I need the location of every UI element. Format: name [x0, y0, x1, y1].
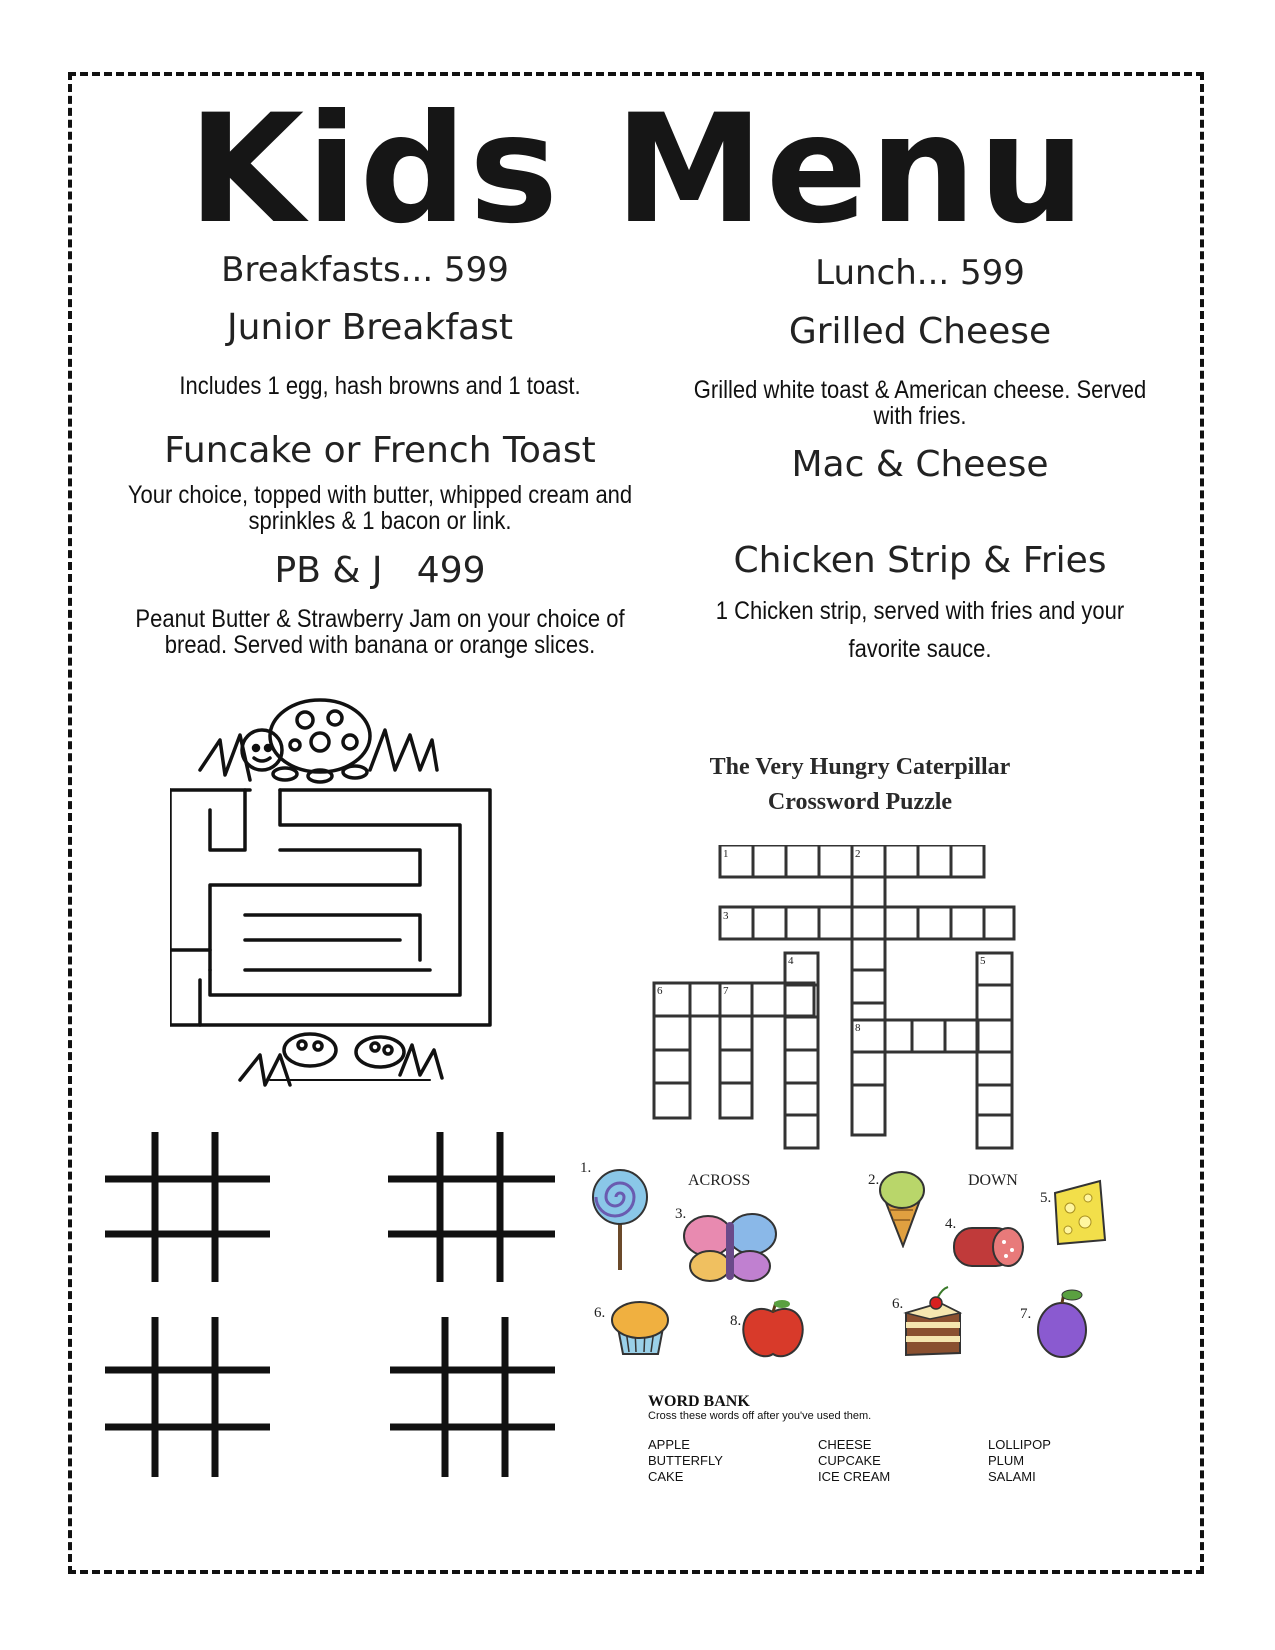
clue-number: 2. [868, 1172, 880, 1188]
word-bank-title: WORD BANK [648, 1393, 750, 1410]
menu-item-desc: Grilled white toast & American cheese. Served with fries. [693, 376, 1147, 430]
page-title: Kids Menu [187, 83, 1088, 257]
crossword-title [620, 750, 1100, 820]
word-bank-word: APPLE [648, 1437, 690, 1452]
grid-number: 4 [788, 955, 794, 967]
menu-item-name: Funcake or French Toast [164, 430, 596, 471]
clue-number: 8. [730, 1313, 742, 1329]
clue-number: 7. [1020, 1306, 1032, 1322]
menu-item-desc: Includes 1 egg, hash browns and 1 toast. [179, 372, 581, 400]
clue-number: 6. [594, 1305, 606, 1321]
word-bank-word: LOLLIPOP [988, 1437, 1051, 1452]
plum-icon [1032, 1285, 1092, 1360]
cheese-icon [1050, 1178, 1110, 1248]
grid-number: 8 [855, 1022, 861, 1034]
grid-number: 3 [723, 910, 729, 922]
grid-number: 7 [723, 985, 729, 997]
lollipop-icon [590, 1165, 650, 1275]
menu-item-name: Grilled Cheese [788, 311, 1052, 352]
menu-item-name: Junior Breakfast [227, 307, 513, 348]
word-bank-word: CHEESE [818, 1437, 872, 1452]
clue-number: 3. [675, 1206, 687, 1222]
word-bank-word: PLUM [988, 1453, 1025, 1468]
word-bank-word: CUPCAKE [818, 1453, 881, 1468]
menu-item-name: Chicken Strip & Fries [733, 540, 1107, 581]
menu-item-desc: Peanut Butter & Strawberry Jam on your choice of bread. Served with banana or orange slices. [135, 605, 625, 659]
grid-number: 6 [657, 985, 663, 997]
clue-number: 4. [945, 1216, 957, 1232]
menu-item-name: PB & J 499 [274, 550, 486, 591]
crossword-grid [650, 845, 1030, 1165]
butterfly-icon [680, 1208, 780, 1288]
menu-item-name: Mac & Cheese [791, 444, 1049, 485]
cupcake-icon [608, 1298, 673, 1358]
apple-icon [738, 1298, 808, 1363]
word-bank-word: BUTTERFLY [648, 1453, 723, 1468]
lunch-heading: Lunch... 599 [815, 253, 1025, 293]
menu-item-desc: Your choice, topped with butter, whipped cream and sprinkles & 1 bacon or link. [127, 481, 633, 535]
word-bank-instruction: Cross these words off after you've used them. [648, 1410, 872, 1422]
menu-item-desc: 1 Chicken strip, served with fries and your favorite sauce. [715, 597, 1125, 663]
ice-cream-icon [875, 1168, 930, 1248]
grid-number: 2 [855, 848, 861, 860]
clue-number: 6. [892, 1296, 904, 1312]
tic-tac-toe-grid-icon [105, 1112, 575, 1552]
cake-icon [900, 1285, 965, 1360]
ladybug-maze-icon [170, 690, 530, 1130]
word-bank-word: SALAMI [988, 1469, 1036, 1484]
grid-number: 5 [980, 955, 986, 967]
crossword-title-line2: Crossword Puzzle [767, 789, 953, 815]
down-label: DOWN [968, 1172, 1018, 1189]
salami-icon [948, 1218, 1028, 1273]
word-bank-word: ICE CREAM [818, 1469, 891, 1484]
word-bank-word: CAKE [648, 1469, 684, 1484]
clue-number: 1. [580, 1160, 592, 1176]
crossword-title-line1: The Very Hungry Caterpillar [709, 754, 1011, 780]
grid-number: 1 [723, 848, 729, 860]
across-label: ACROSS [688, 1172, 751, 1189]
word-bank-col3 [988, 1437, 1051, 1485]
clue-number: 5. [1040, 1190, 1052, 1206]
word-bank-col1 [648, 1437, 723, 1485]
breakfast-heading: Breakfasts... 599 [221, 250, 509, 290]
word-bank-col2 [818, 1437, 890, 1485]
